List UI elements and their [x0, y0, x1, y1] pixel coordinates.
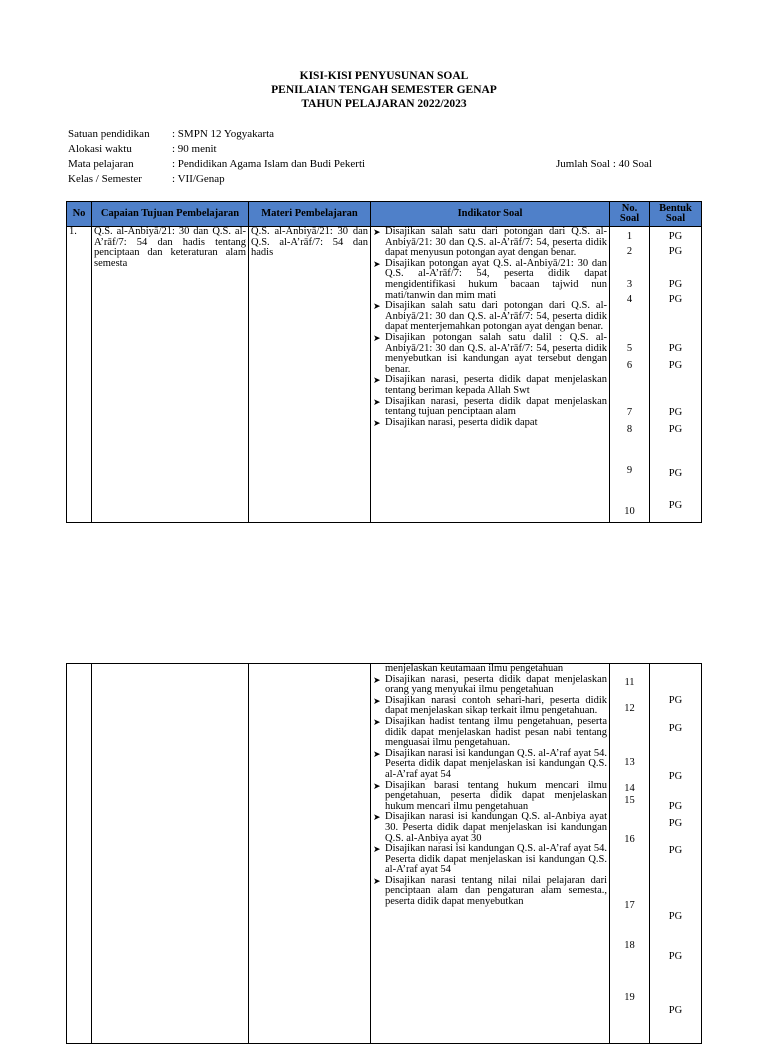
soal-number: 8 [626, 424, 633, 435]
soal-number: 13 [624, 757, 635, 768]
arrow-bullet-icon: ➤ [373, 674, 381, 685]
arrow-bullet-icon: ➤ [373, 417, 381, 428]
info-labels [68, 127, 150, 187]
table-row [67, 227, 702, 523]
arrow-bullet-icon: ➤ [373, 258, 381, 269]
bentuk-value: PG [668, 911, 683, 922]
bentuk-value: PG [668, 360, 683, 371]
bentuk-value: PG [668, 845, 683, 856]
soal-number: 3 [626, 279, 633, 290]
soal-number: 10 [624, 506, 635, 517]
arrow-bullet-icon: ➤ [373, 780, 381, 791]
arrow-bullet-icon: ➤ [373, 844, 381, 855]
bentuk-value: PG [668, 343, 683, 354]
soal-number: 14 [624, 783, 635, 794]
arrow-bullet-icon: ➤ [373, 695, 381, 706]
list-item: ➤ Disajikan potongan ayat Q.S. al-Anbiyā/21: 30 dan Q.S. al-A’rāf/7: 54, peserta didik dapat mengidentifikasi hukum bacaan tajwid nun mati/tanwin dan mim mati [373, 257, 607, 301]
satuan-label: Satuan pendidikan [68, 128, 150, 140]
indicator-continuation: menjelaskan keutamaan ilmu pengetahuan [385, 663, 564, 674]
table-header-row [67, 202, 702, 227]
header-capaian: Capaian Tujuan Pembelajaran [92, 202, 249, 227]
arrow-bullet-icon: ➤ [373, 332, 381, 343]
alokasi-label: Alokasi waktu [68, 143, 132, 155]
bentuk-value: PG [668, 231, 683, 242]
row-number [67, 664, 92, 1044]
arrow-bullet-icon: ➤ [373, 227, 381, 237]
materi-cell [249, 664, 371, 1044]
capaian-cell: Q.S. al-Anbiyā/21: 30 dan Q.S. al-A’rāf/7: 54 dan hadis tentang penciptaan dan keteraturan alam semesta [92, 227, 249, 523]
arrow-bullet-icon: ➤ [373, 812, 381, 823]
soal-number: 9 [626, 465, 633, 476]
doc-title-line2: PENILAIAN TENGAH SEMESTER GENAP [271, 84, 497, 96]
bentuk-value: PG [668, 246, 683, 257]
header-materi: Materi Pembelajaran [249, 202, 371, 227]
mapel-value: : Pendidikan Agama Islam dan Budi Pekerti [172, 158, 366, 170]
list-item: ➤ Disajikan narasi tentang nilai nilai pelajaran dari penciptaan alam dan pengaturan alam semesta., peserta didik dapat menyebutkan [373, 874, 607, 908]
soal-number: 12 [624, 703, 635, 714]
soal-number: 6 [626, 360, 633, 371]
kelas-value: : VII/Genap [172, 173, 225, 185]
info-values [172, 127, 365, 187]
soal-number: 4 [626, 294, 633, 305]
soal-number: 16 [624, 834, 635, 845]
list-item: ➤ Disajikan narasi, peserta didik dapat menjelaskan tentang tujuan penciptaan alam [373, 395, 607, 418]
bentuk-value: PG [668, 407, 683, 418]
list-item: ➤ Disajikan barasi tentang hukum mencari ilmu pengetahuan, peserta didik dapat menjelaskan hukum mencari ilmu pengetahuan [373, 779, 607, 812]
bentuk-value: PG [668, 468, 683, 479]
table-row [67, 664, 702, 1044]
row-number: 1. [67, 227, 92, 523]
indikator-cell [371, 664, 610, 1044]
bentuk-value: PG [668, 279, 683, 290]
soal-number: 2 [626, 246, 633, 257]
mapel-label: Mata pelajaran [68, 158, 134, 170]
soal-number: 5 [626, 343, 633, 354]
satuan-value: : SMPN 12 Yogyakarta [172, 128, 275, 140]
list-item: ➤ Disajikan narasi isi kandungan Q.S. al-A’raf ayat 54. Peserta didik dapat menjelaskan isi kandungan Q.S. al-A’raf ayat 54 [373, 747, 607, 780]
kisi-table-page2 [66, 663, 702, 1044]
bentuk-value: PG [668, 424, 683, 435]
jumlah-value: : 40 Soal [612, 158, 652, 170]
bentuk-value: PG [668, 818, 683, 829]
soal-number: 19 [624, 992, 635, 1003]
arrow-bullet-icon: ➤ [373, 375, 381, 386]
bentuk-value: PG [668, 294, 683, 305]
materi-cell: Q.S. al-Anbiyā/21: 30 dan Q.S. al-A’rāf/7: 54 dan hadis [249, 227, 371, 523]
bentuk-value: PG [668, 500, 683, 511]
list-item: ➤ Disajikan hadist tentang ilmu pengetahuan, peserta didik dapat menjelaskan hadist pesan nabi tentang menguasai ilmu pengetahuan. [373, 715, 607, 749]
list-item: ➤ Disajikan salah satu dari potongan dari Q.S. al-Anbiyā/21: 30 dan Q.S. al-A’rāf/7: 54, peserta didik dapat menterjemahkan potongan ayat dengan benar. [373, 300, 607, 333]
kisi-table-page1 [66, 201, 702, 523]
header-no: No [67, 202, 92, 227]
capaian-cell [92, 664, 249, 1044]
arrow-bullet-icon: ➤ [373, 748, 381, 759]
indikator-cell [371, 227, 610, 523]
no-soal-cell [610, 227, 650, 523]
jumlah-label: Jumlah Soal [556, 158, 611, 170]
soal-number: 11 [624, 677, 635, 688]
doc-title-line1: KISI-KISI PENYUSUNAN SOAL [299, 70, 469, 82]
header-no-soal: No. Soal [610, 202, 650, 227]
soal-number: 7 [626, 407, 633, 418]
list-item: ➤ Disajikan narasi isi kandungan Q.S. al-Anbiya ayat 30. Peserta didik dapat menjelaskan isi kandungan Q.S. al-Anbiya ayat 30 [373, 811, 607, 844]
jumlah-soal [556, 157, 652, 172]
arrow-bullet-icon: ➤ [373, 716, 381, 727]
bentuk-value: PG [668, 1005, 683, 1016]
bentuk-value: PG [668, 723, 683, 734]
bentuk-cell [650, 227, 702, 523]
kelas-label: Kelas / Semester [68, 173, 142, 185]
soal-number: 18 [624, 940, 635, 951]
arrow-bullet-icon: ➤ [373, 875, 381, 886]
alokasi-value: : 90 menit [172, 143, 217, 155]
soal-number: 1 [626, 231, 633, 242]
list-item: ➤ Disajikan potongan salah satu dalil : Q.S. al-Anbiyā/21: 30 dan Q.S. al-A’rāf/7: 54, peserta didik menyebutkan isi kandungan ayat tersebut dengan benar. [373, 331, 607, 375]
bentuk-value: PG [668, 951, 683, 962]
doc-title-line3: TAHUN PELAJARAN 2022/2023 [301, 98, 467, 110]
list-item: ➤ Disajikan narasi contoh sehari-hari, peserta didik dapat menjelaskan sikap terkait ilmu pengetahuan. [373, 694, 607, 717]
header-indikator: Indikator Soal [371, 202, 610, 227]
list-item: ➤ Disajikan narasi, peserta didik dapat menjelaskan orang yang menyukai ilmu pengetahuan [373, 673, 607, 696]
arrow-bullet-icon: ➤ [373, 396, 381, 407]
list-item: ➤ Disajikan narasi, peserta didik dapat [373, 416, 538, 428]
bentuk-value: PG [668, 801, 683, 812]
arrow-bullet-icon: ➤ [373, 301, 381, 312]
bentuk-cell [650, 664, 702, 1044]
list-item: ➤ Disajikan narasi, peserta didik dapat menjelaskan tentang beriman kepada Allah Swt [373, 374, 607, 396]
soal-number: 15 [624, 795, 635, 806]
bentuk-value: PG [668, 695, 683, 706]
no-soal-cell [610, 664, 650, 1044]
bentuk-value: PG [668, 771, 683, 782]
list-item: ➤ Disajikan salah satu dari potongan dari Q.S. al-Anbiyā/21: 30 dan Q.S. al-A’rāf/7: 54, peserta didik dapat menyusun potongan ayat dengan benar. [373, 226, 607, 259]
soal-number: 17 [624, 900, 635, 911]
list-item: ➤ Disajikan narasi isi kandungan Q.S. al-A’raf ayat 54. Peserta didik dapat menjelaskan isi kandungan Q.S. al-A’raf ayat 54 [373, 843, 607, 876]
header-bentuk: Bentuk Soal [650, 202, 702, 227]
